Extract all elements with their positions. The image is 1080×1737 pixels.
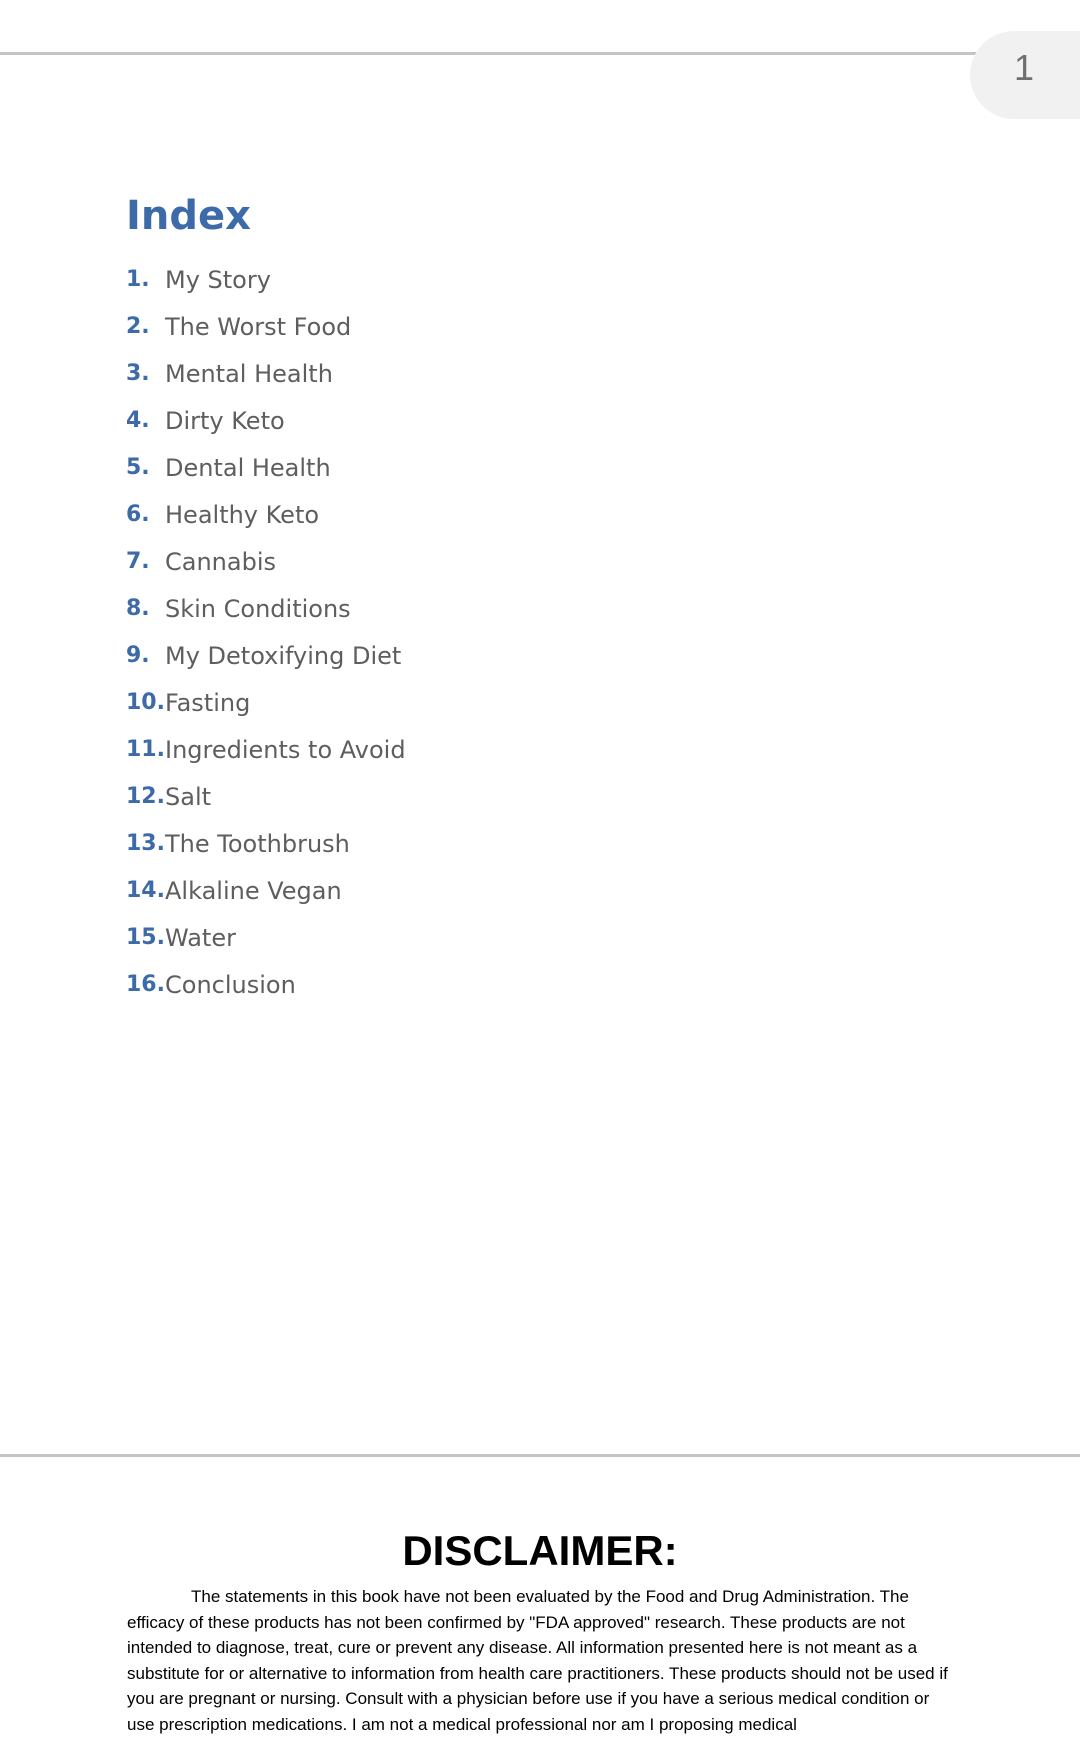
disclaimer-body: The statements in this book have not been evaluated by the Food and Drug Administration. The efficacy of these products has not been confirmed by "FDA approved" research. These products are not intended to diagnose, treat, cure or prevent any disease. All information presented here is not meant as a substitute for or alternative to information from health care practitioners. These products should not be used if you are pregnant or nursing. Consult with a physician before use if you have a serious medical condition or use prescription medications. I am not a medical professional nor am I proposing medical xyxy=(127,1587,948,1734)
toc-item-conclusion xyxy=(126,961,406,1008)
toc-item-mental-health xyxy=(126,350,406,397)
toc-item-dirty-keto xyxy=(126,397,406,444)
toc-item-label: Fasting xyxy=(165,688,251,717)
toc-item-cannabis xyxy=(126,538,406,585)
toc-item-label: My Detoxifying Diet xyxy=(165,641,402,670)
toc-item-number: 2. xyxy=(126,314,150,339)
toc-item-number: 15. xyxy=(126,925,165,950)
toc-item-the-toothbrush xyxy=(126,820,406,867)
toc-item-dental-health xyxy=(126,444,406,491)
toc-item-label: The Worst Food xyxy=(165,312,352,341)
toc-item-number: 16. xyxy=(126,972,165,997)
toc-item-fasting xyxy=(126,679,406,726)
page-divider-top xyxy=(0,52,980,55)
toc-item-the-worst-food xyxy=(126,303,406,350)
toc-item-water xyxy=(126,914,406,961)
toc-item-label: My Story xyxy=(165,265,271,294)
toc-item-label: Skin Conditions xyxy=(165,594,351,623)
toc-item-label: Dental Health xyxy=(165,453,331,482)
toc-item-number: 6. xyxy=(126,502,150,527)
toc-item-number: 13. xyxy=(126,831,165,856)
toc-item-skin-conditions xyxy=(126,585,406,632)
toc-item-label: Mental Health xyxy=(165,359,333,388)
toc-item-label: Water xyxy=(165,923,236,952)
toc-item-my-story xyxy=(126,256,406,303)
disclaimer-title: DISCLAIMER: xyxy=(402,1527,678,1574)
toc-item-my-detoxifying-diet xyxy=(126,632,406,679)
toc-item-number: 9. xyxy=(126,643,150,668)
page-number-badge xyxy=(970,31,1080,119)
toc-item-label: Healthy Keto xyxy=(165,500,320,529)
toc-item-label: Cannabis xyxy=(165,547,276,576)
toc-item-number: 4. xyxy=(126,408,150,433)
toc-item-label: Salt xyxy=(165,782,212,811)
toc-item-number: 7. xyxy=(126,549,150,574)
toc-item-number: 10. xyxy=(126,690,165,715)
toc-item-label: Ingredients to Avoid xyxy=(165,735,406,764)
page-number: 1 xyxy=(1014,47,1035,88)
toc-item-number: 8. xyxy=(126,596,150,621)
toc-item-ingredients-to-avoid xyxy=(126,726,406,773)
toc-item-healthy-keto xyxy=(126,491,406,538)
toc-item-number: 5. xyxy=(126,455,150,480)
toc-item-number: 14. xyxy=(126,878,165,903)
toc-item-label: Dirty Keto xyxy=(165,406,285,435)
toc-item-label: The Toothbrush xyxy=(165,829,350,858)
index-title: Index xyxy=(126,193,251,239)
toc-item-number: 11. xyxy=(126,737,165,762)
toc-item-alkaline-vegan xyxy=(126,867,406,914)
toc-item-salt xyxy=(126,773,406,820)
toc-item-number: 1. xyxy=(126,267,150,292)
toc-item-label: Alkaline Vegan xyxy=(165,876,342,905)
toc-item-number: 12. xyxy=(126,784,165,809)
toc-item-label: Conclusion xyxy=(165,970,296,999)
toc-item-number: 3. xyxy=(126,361,150,386)
table-of-contents xyxy=(126,256,406,1008)
page-divider-bottom xyxy=(0,1454,1080,1457)
